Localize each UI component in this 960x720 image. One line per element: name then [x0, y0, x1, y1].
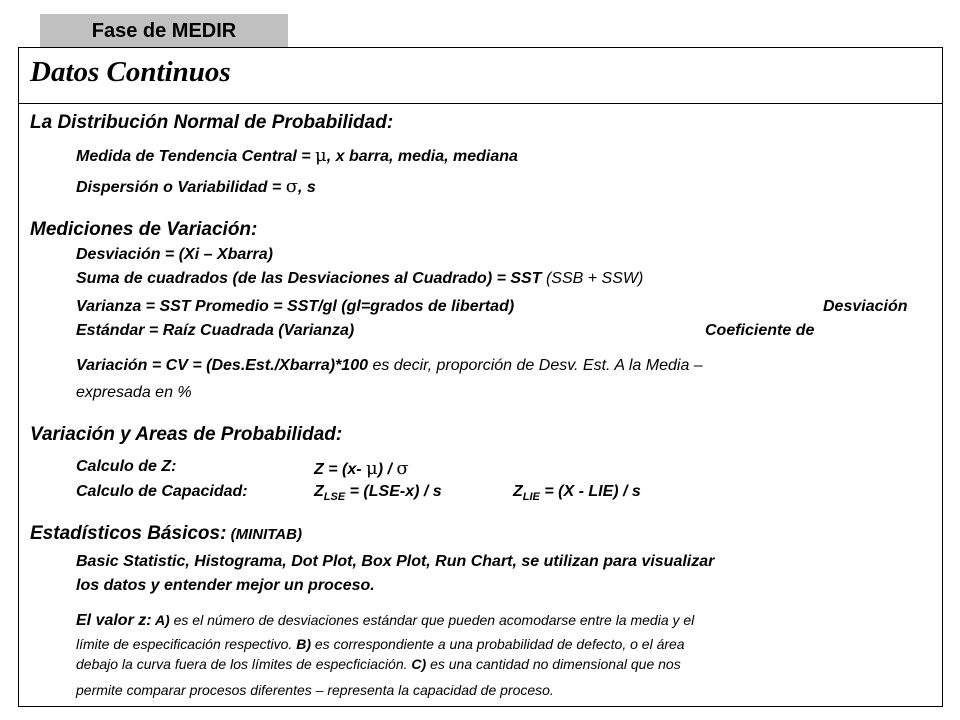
- section-variation-heading: Mediciones de Variación:: [30, 219, 258, 240]
- z-lse-formula: $Z_{LSE} = (LSE-x) / s$: [314, 483, 442, 503]
- section-normal-distribution-heading: La Distribución Normal de Probabilidad:: [30, 112, 394, 133]
- z-value-line-1: El valor z: A) es el número de desviaciones estándar que pueden acomodarse entre la media y el: [76, 612, 695, 629]
- section-probability-heading: Variación y Areas de Probabilidad:: [30, 424, 343, 445]
- std-dev-line: Estándar = Raíz Cuadrada (Varianza): [76, 322, 355, 339]
- sum-of-squares-line: Suma de cuadrados (de las Desviaciones al Cuadrado) = SST (SSB + SSW): [76, 270, 644, 287]
- dispersion-line: Dispersión o Variabilidad = σ, s: [76, 176, 316, 197]
- phase-tab: Fase de MEDIR: [40, 14, 288, 48]
- section-basic-stats-heading: Estadísticos Básicos: (MINITAB): [30, 523, 302, 544]
- z-lie-formula: $Z_{LIE} = (X - LIE) / s$: [513, 483, 641, 503]
- cv-line: Variación = CV = (Des.Est./Xbarra)*100 es decir, proporción de Desv. Est. A la Media –: [76, 357, 703, 374]
- z-value-line-2: límite de especificación respectivo. B) es correspondiente a una probabilidad de defecto, o el área: [76, 636, 685, 652]
- title-divider: [18, 103, 943, 104]
- mu-symbol: μ: [315, 145, 327, 166]
- deviation-line: Desviación = (Xi – Xbarra): [76, 246, 273, 263]
- mu-symbol: μ: [366, 458, 378, 479]
- deviation-label: Desviación: [823, 298, 908, 315]
- percent-line: expresada en %: [76, 384, 192, 401]
- central-tendency-line: Medida de Tendencia Central = μ, x barra, media, mediana: [76, 145, 518, 166]
- sigma-symbol: σ: [285, 176, 298, 197]
- basic-stats-line-2: los datos y entender mejor un proceso.: [76, 577, 375, 594]
- z-calc-label: Calculo de Z:: [76, 458, 177, 475]
- sigma-symbol: σ: [396, 458, 409, 479]
- variance-line: Varianza = SST Promedio = SST/gl (gl=grados de libertad): [76, 298, 515, 315]
- page-title: Datos Continuos: [30, 56, 231, 88]
- z-value-line-4: permite comparar procesos diferentes – representa la capacidad de proceso.: [76, 682, 554, 698]
- z-value-line-3: debajo la curva fuera de los límites de especficiación. C) es una cantidad no dimensional que nos: [76, 656, 681, 672]
- z-formula: Z = (x- μ) / σ: [314, 458, 409, 479]
- basic-stats-line-1: Basic Statistic, Histograma, Dot Plot, Box Plot, Run Chart, se utilizan para visualizar: [76, 553, 715, 570]
- cv-label: Coeficiente de: [705, 322, 815, 339]
- capability-label: Calculo de Capacidad:: [76, 483, 248, 500]
